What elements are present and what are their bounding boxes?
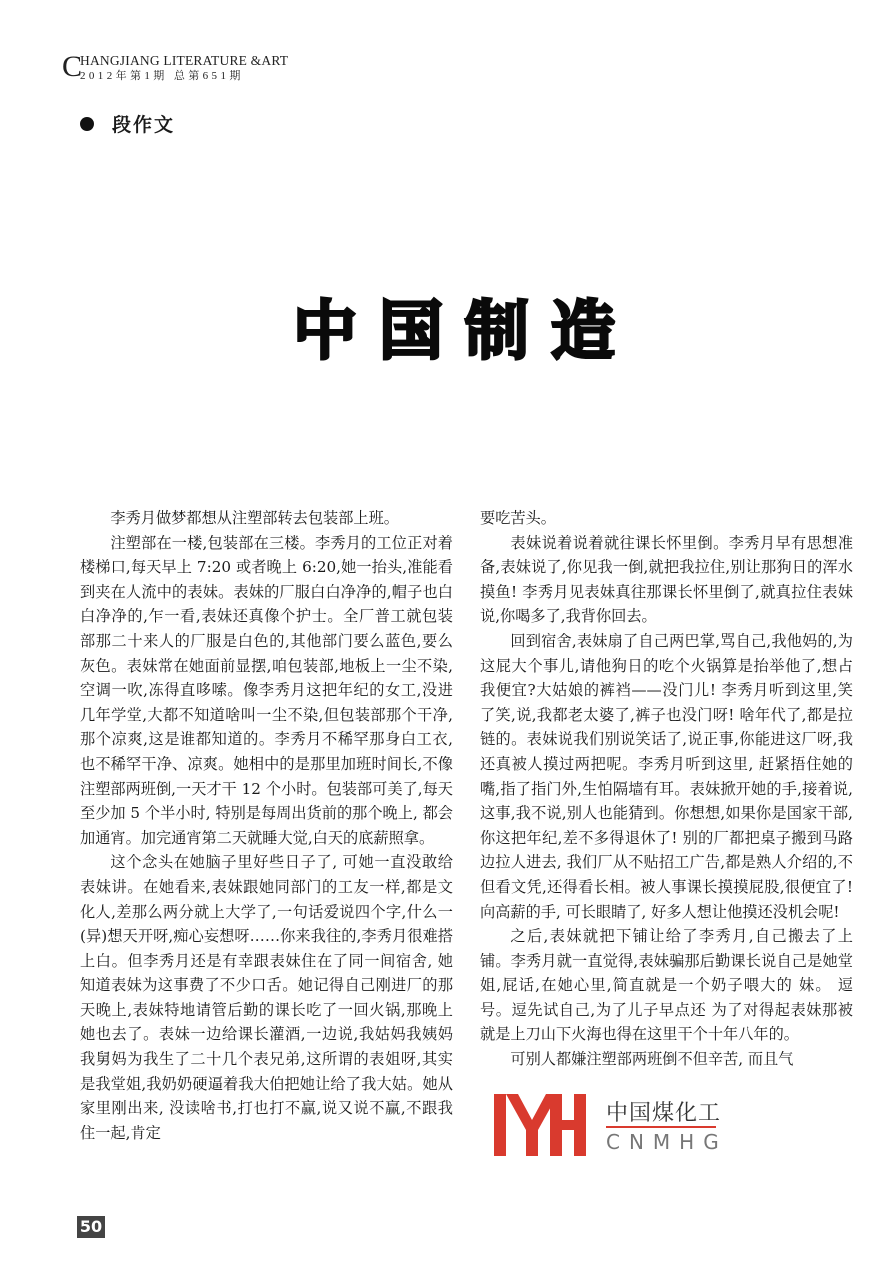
left-column <box>80 506 453 1145</box>
watermark-rule <box>606 1126 716 1128</box>
right-column <box>480 506 853 1072</box>
watermark-name-en: CNMHG <box>606 1130 728 1154</box>
section-label-text: 段作文 <box>112 114 176 136</box>
paragraph: 要吃苦头。 <box>480 509 556 527</box>
paragraph: 这个念头在她脑子里好些日子了, 可她一直没敢给表妹讲。在她看来,表妹跟她同部门的工友一样,都是文化人,差那么两分就上大学了,一句话爱说四个字,什么一(异)想天开呀,痴心妄想呀……你来我往的,李秀月很难搭上白。但李秀月还是有幸跟表妹住在了同一间宿舍, 她知道表妹为这事费了不少口舌。她记得自己刚进厂的那天晚上,表妹特地请管后勤的课长吃了一回火锅,那晚上她也去了。表妹一边给课长灌酒,一边说,我姑妈我姨妈我舅妈为我生了二十几个表兄弟,这所谓的表姐呀,其实是我堂姐,我奶奶硬逼着我大伯把她让给了我大姑。她从家里刚出来, 没读啥书,打也打不赢,说又说不赢,不跟我住一起,肯定 <box>80 853 453 1142</box>
article-title: 中国制造 <box>293 295 637 369</box>
watermark-name-cn: 中国煤化工 <box>606 1101 722 1126</box>
yh-logo-icon <box>494 1094 586 1156</box>
paragraph: 之后,表妹就把下铺让给了李秀月,自己搬去了上铺。李秀月就一直觉得,表妹骗那后勤课长说自己是她堂姐,屁话,在她心里,简直就是一个奶子喂大的 妹。 逗号。逗先试自己,为了儿子早点还 为了对得起表妹那被 就是上刀山下火海也得在这里干个十年八年的。 <box>480 927 853 1044</box>
paragraph: 回到宿舍,表妹扇了自己两巴掌,骂自己,我他妈的,为这屁大个事儿,请他狗日的吃个火锅算是抬举他了,想占我便宜?大姑娘的裤裆——没门儿! 李秀月听到这里,笑了笑,说,我都老太婆了,裤子也没门呀! 啥年代了,都是拉链的。表妹说我们别说笑话了,说正事,你能进这厂呀,我还真被人摸过两把呢。李秀月听到这里, 赶紧捂住她的嘴,指了指门外,生怕隔墙有耳。表妹掀开她的手,接着说,这事,我不说,别人也能猜到。你想想,如果你是国家干部,你这把年纪,差不多得退休了! 别的厂都把桌子搬到马路边拉人进去, 我们厂从不贴招工广告,都是熟人介绍的,不但看文凭,还得看长相。被人事课长摸摸屁股,很便宜了! 向高薪的手, 可长眼睛了, 好多人想让他摸还没机会呢! <box>480 631 853 921</box>
page-number: 50 <box>77 1216 105 1238</box>
journal-initial: C <box>62 50 83 83</box>
paragraph: 李秀月做梦都想从注塑部转去包装部上班。 <box>110 509 399 527</box>
paragraph: 表妹说着说着就往课长怀里倒。李秀月早有思想准备,表妹说了,你见我一倒,就把我拉住,别让那狗日的浑水摸鱼! 李秀月见表妹真往那课长怀里倒了,就真拉住表妹说,你喝多了,我背你回去。 <box>480 533 853 626</box>
section-label <box>80 110 175 137</box>
issue-line: 2012年第1期 总第651期 <box>80 70 244 82</box>
watermark-logo <box>494 1094 734 1156</box>
journal-title: HANGJIANG LITERATURE &ART <box>80 53 289 68</box>
paragraph: 注塑部在一楼,包装部在三楼。李秀月的工位正对着楼梯口,每天早上 7:20 或者晚上 6:20,她一抬头,准能看到夹在人流中的表妹。表妹的厂服白白净净的,帽子也白白净净的,乍一看,表妹还真像个护士。全厂普工就包装部那二十来人的厂服是白色的,其他部门要么蓝色,要么灰色。表妹常在她面前显摆,咱包装部,地板上一尘不染,空调一吹,冻得直哆嗦。像李秀月这把年纪的女工,没进几年学堂,大都不知道啥叫一尘不染,但包装部那个干净,那个凉爽,这是谁都知道的。李秀月不稀罕那身白工衣,也不稀罕干净、凉爽。她相中的是那里加班时间长,不像注塑部两班倒,一天才干 12 个小时。包装部可美了,每天至少加 5 个半小时, 特别是每周出货前的那个晚上, 都会加通宵。加完通宵第二天就睡大觉,白天的底薪照拿。 <box>80 533 453 847</box>
bullet-icon <box>80 117 94 131</box>
paragraph: 可别人都嫌注塑部两班倒不但辛苦, 而且气 <box>510 1050 794 1069</box>
